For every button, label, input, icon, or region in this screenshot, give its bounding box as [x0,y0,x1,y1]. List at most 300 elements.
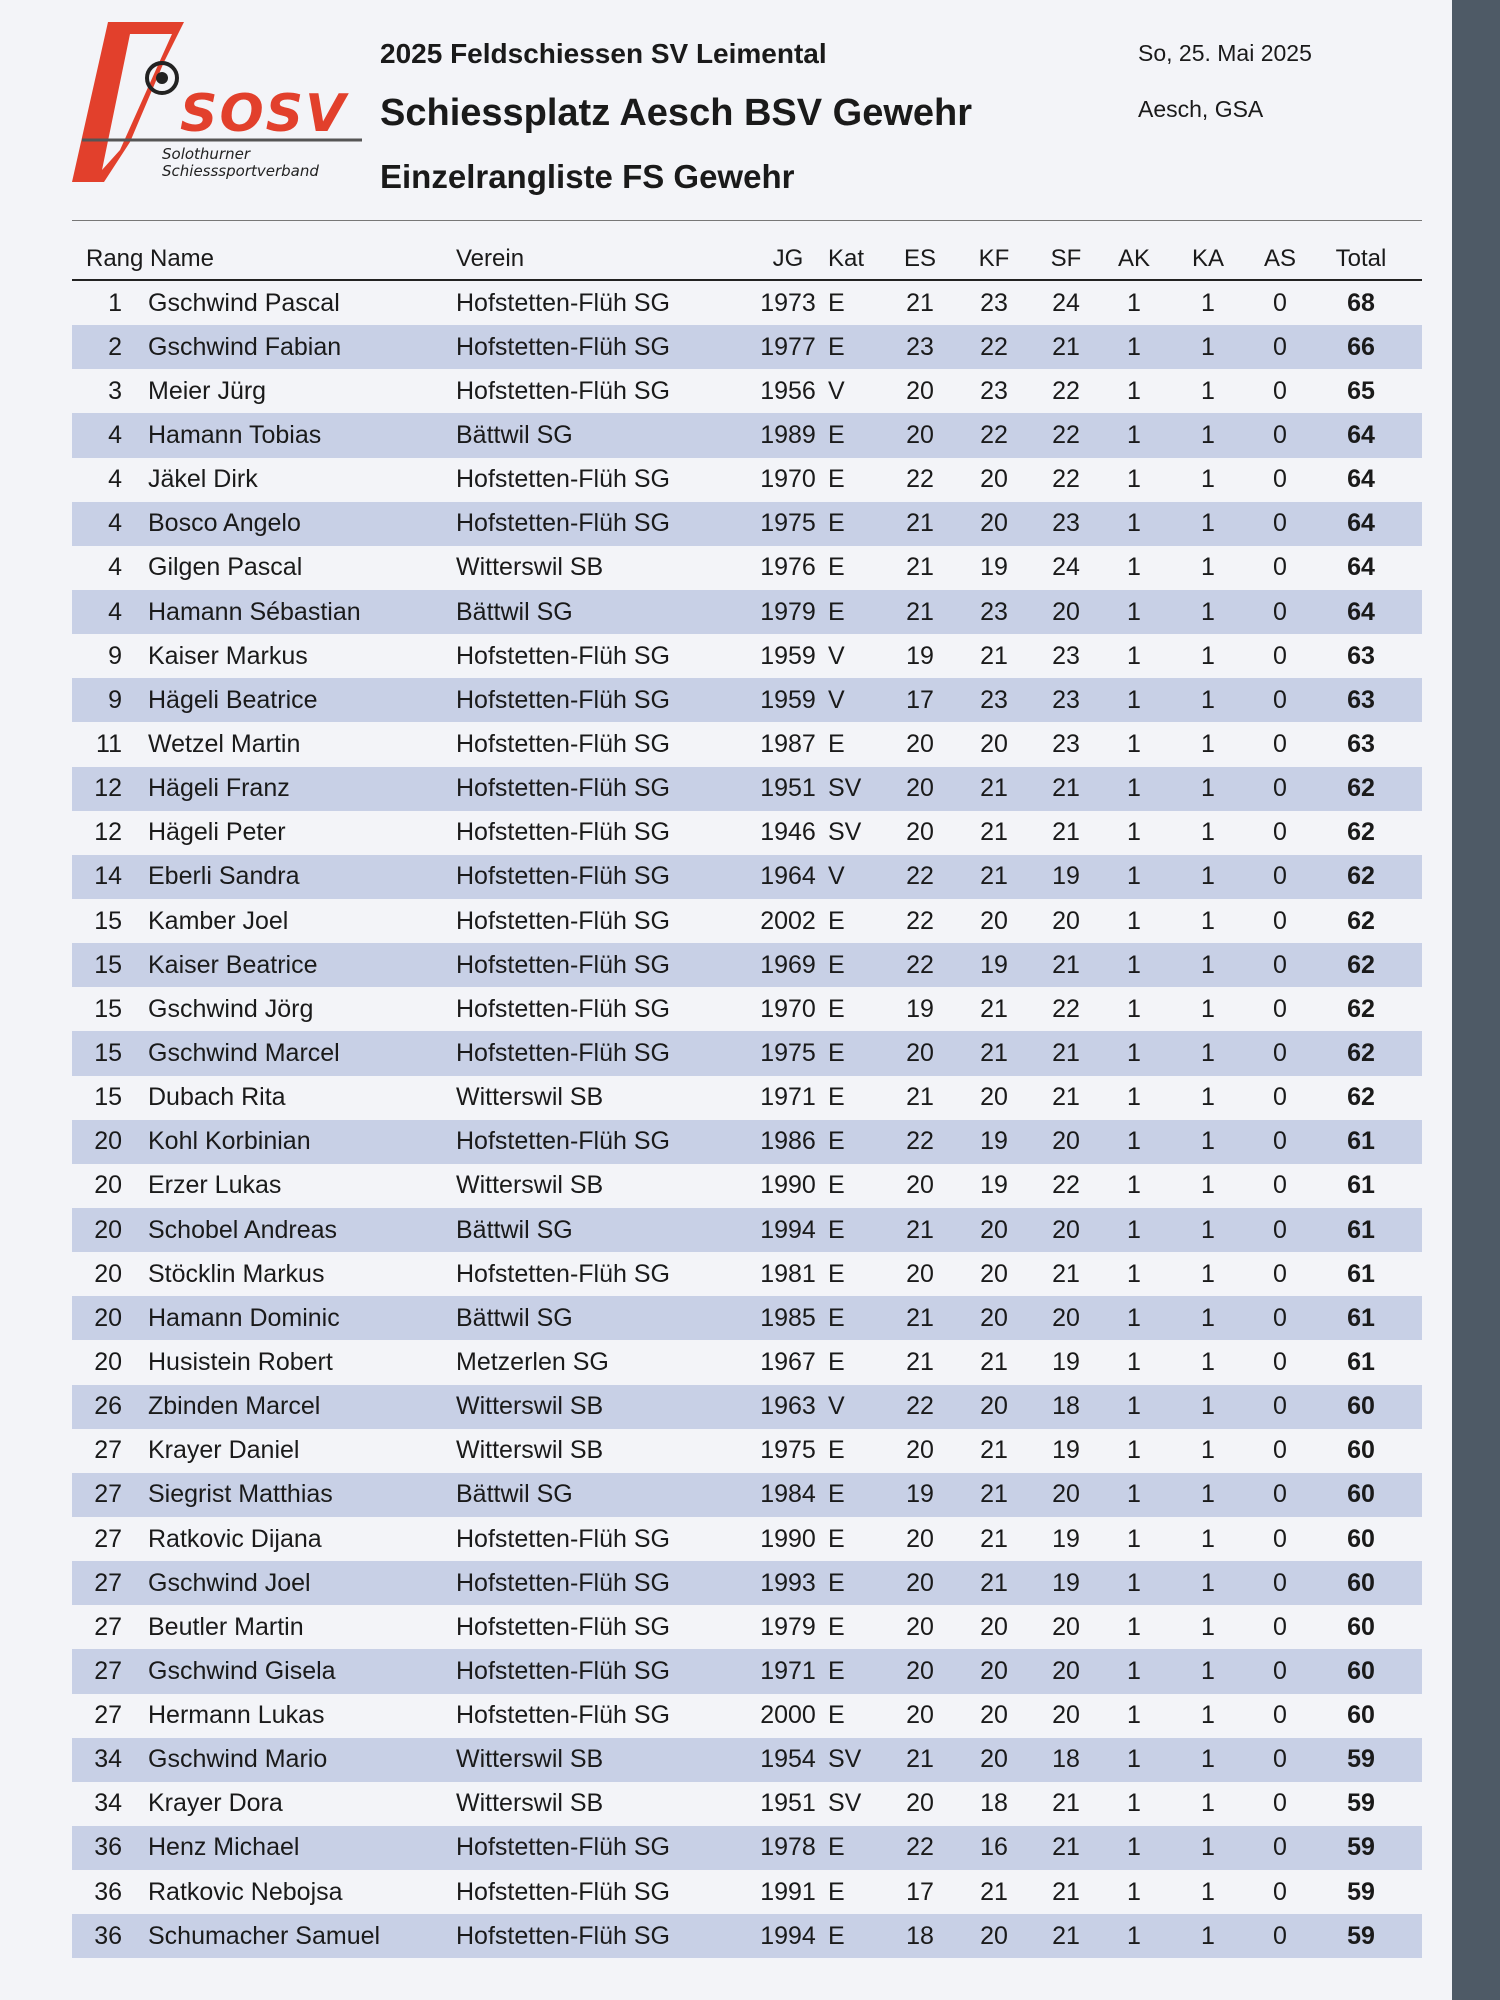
cell-kf: 20 [980,1392,1008,1421]
cell-as: 0 [1273,1612,1287,1641]
cell-rang: 27 [94,1701,122,1730]
cell-kf: 21 [980,994,1008,1023]
cell-as: 0 [1273,1656,1287,1685]
cell-es: 22 [906,950,934,979]
cell-rang: 4 [108,553,122,582]
cell-ak: 1 [1127,420,1141,449]
cell-name: Siegrist Matthias [148,1480,333,1509]
cell-es: 21 [906,288,934,317]
cell-rang: 14 [94,862,122,891]
cell-es: 20 [906,1038,934,1067]
cell-kf: 21 [980,641,1008,670]
cell-es: 21 [906,553,934,582]
cell-jg: 1951 [760,1789,816,1818]
cell-sf: 24 [1052,288,1080,317]
cell-name: Hamann Tobias [148,420,322,449]
cell-kat: E [828,1038,845,1067]
cell-rang: 9 [108,685,122,714]
cell-ak: 1 [1127,1303,1141,1332]
cell-sf: 20 [1052,1215,1080,1244]
cell-kf: 19 [980,1127,1008,1156]
cell-name: Hägeli Franz [148,774,290,803]
cell-as: 0 [1273,509,1287,538]
cell-as: 0 [1273,1436,1287,1465]
table-row [72,1605,1422,1649]
cell-jg: 1959 [760,641,816,670]
cell-total: 63 [1347,641,1375,670]
cell-kf: 22 [980,332,1008,361]
table-row [72,1031,1422,1075]
logo-brand-text: SOSV [180,84,348,144]
cell-as: 0 [1273,1083,1287,1112]
cell-kf: 20 [980,1745,1008,1774]
cell-rang: 27 [94,1480,122,1509]
cell-kf: 23 [980,597,1008,626]
cell-rang: 36 [94,1877,122,1906]
cell-jg: 1991 [760,1877,816,1906]
cell-rang: 9 [108,641,122,670]
cell-name: Husistein Robert [148,1347,333,1376]
cell-es: 21 [906,1745,934,1774]
cell-sf: 21 [1052,774,1080,803]
cell-kf: 20 [980,1701,1008,1730]
table-row [72,722,1422,766]
cell-ka: 1 [1201,818,1215,847]
cell-jg: 1978 [760,1833,816,1862]
cell-name: Gschwind Fabian [148,332,342,361]
cell-es: 20 [906,376,934,405]
cell-sf: 18 [1052,1392,1080,1421]
cell-as: 0 [1273,288,1287,317]
table-row [72,1385,1422,1429]
cell-jg: 1977 [760,332,816,361]
cell-name: Erzer Lukas [148,1171,282,1200]
event-location: Aesch, GSA [1138,96,1264,122]
ranking-table [72,220,1422,1958]
cell-rang: 36 [94,1833,122,1862]
cell-kat: E [828,1656,845,1685]
cell-ka: 1 [1201,950,1215,979]
cell-name: Dubach Rita [148,1083,286,1112]
cell-rang: 34 [94,1789,122,1818]
cell-as: 0 [1273,1303,1287,1332]
table-row [72,1340,1422,1384]
cell-rang: 27 [94,1656,122,1685]
cell-kf: 21 [980,1877,1008,1906]
cell-total: 59 [1347,1921,1375,1950]
cell-ak: 1 [1127,906,1141,935]
cell-total: 62 [1347,994,1375,1023]
col-header-rang: Rang [86,245,144,272]
cell-ak: 1 [1127,1127,1141,1156]
cell-kat: V [828,685,845,714]
cell-name: Henz Michael [148,1833,300,1862]
table-row [72,1517,1422,1561]
cell-jg: 1956 [760,376,816,405]
cell-sf: 23 [1052,509,1080,538]
cell-name: Bosco Angelo [148,509,301,538]
cell-ka: 1 [1201,1701,1215,1730]
cell-ak: 1 [1127,1171,1141,1200]
cell-sf: 19 [1052,1347,1080,1376]
cell-jg: 1975 [760,1436,816,1465]
cell-ak: 1 [1127,1038,1141,1067]
cell-ak: 1 [1127,1436,1141,1465]
cell-rang: 3 [108,376,122,405]
cell-name: Zbinden Marcel [148,1392,321,1421]
cell-name: Schobel Andreas [148,1215,338,1244]
cell-as: 0 [1273,1745,1287,1774]
cell-ak: 1 [1127,1083,1141,1112]
cell-sf: 22 [1052,1171,1080,1200]
cell-sf: 19 [1052,1436,1080,1465]
logo-subtitle-line1: Solothurner [162,145,251,163]
cell-total: 64 [1347,597,1375,626]
cell-as: 0 [1273,376,1287,405]
event-date: So, 25. Mai 2025 [1138,40,1312,66]
sosv-logo [72,22,372,187]
cell-rang: 15 [94,1038,122,1067]
cell-total: 62 [1347,950,1375,979]
cell-ka: 1 [1201,1833,1215,1862]
cell-total: 64 [1347,465,1375,494]
cell-rang: 36 [94,1921,122,1950]
table-row [72,678,1422,722]
cell-es: 21 [906,1083,934,1112]
cell-total: 66 [1347,332,1375,361]
table-row [72,767,1422,811]
col-header-name: Name [150,245,215,272]
table-row [72,1296,1422,1340]
cell-kf: 20 [980,1083,1008,1112]
cell-kf: 19 [980,950,1008,979]
cell-es: 22 [906,1127,934,1156]
cell-es: 19 [906,641,934,670]
event-title: 2025 Feldschiessen SV Leimental [380,38,827,69]
cell-es: 21 [906,1347,934,1376]
cell-ak: 1 [1127,1568,1141,1597]
cell-rang: 26 [94,1392,122,1421]
table-row [72,1429,1422,1473]
cell-kat: E [828,1701,845,1730]
cell-jg: 1979 [760,1612,816,1641]
cell-es: 21 [906,1215,934,1244]
cell-total: 62 [1347,1038,1375,1067]
cell-es: 19 [906,994,934,1023]
cell-ka: 1 [1201,376,1215,405]
cell-ak: 1 [1127,774,1141,803]
cell-sf: 21 [1052,1259,1080,1288]
cell-sf: 19 [1052,1524,1080,1553]
cell-verein: Hofstetten-Flüh SG [456,729,670,758]
cell-kat: E [828,906,845,935]
cell-kat: E [828,994,845,1023]
cell-kat: E [828,1524,845,1553]
cell-as: 0 [1273,1392,1287,1421]
cell-total: 61 [1347,1259,1375,1288]
cell-es: 20 [906,729,934,758]
cell-as: 0 [1273,1789,1287,1818]
cell-ak: 1 [1127,1701,1141,1730]
table-row [72,1120,1422,1164]
cell-total: 64 [1347,509,1375,538]
col-header-kat: Kat [828,245,865,272]
cell-rang: 4 [108,509,122,538]
cell-verein: Hofstetten-Flüh SG [456,1921,670,1950]
cell-verein: Hofstetten-Flüh SG [456,1612,670,1641]
cell-total: 61 [1347,1127,1375,1156]
cell-ka: 1 [1201,994,1215,1023]
cell-es: 23 [906,332,934,361]
table-row [72,502,1422,546]
cell-ak: 1 [1127,641,1141,670]
cell-kf: 23 [980,376,1008,405]
cell-ak: 1 [1127,1789,1141,1818]
table-row [72,855,1422,899]
table-row [72,1694,1422,1738]
cell-as: 0 [1273,1171,1287,1200]
cell-kat: E [828,553,845,582]
cell-verein: Hofstetten-Flüh SG [456,1259,670,1288]
cell-ka: 1 [1201,906,1215,935]
cell-jg: 1990 [760,1524,816,1553]
table-row [72,1870,1422,1914]
cell-total: 60 [1347,1701,1375,1730]
cell-ak: 1 [1127,1921,1141,1950]
cell-total: 62 [1347,818,1375,847]
cell-kat: V [828,641,845,670]
cell-verein: Witterswil SB [456,1392,604,1421]
cell-name: Stöcklin Markus [148,1259,325,1288]
cell-kat: E [828,1127,845,1156]
cell-jg: 1975 [760,509,816,538]
cell-total: 60 [1347,1392,1375,1421]
cell-verein: Hofstetten-Flüh SG [456,685,670,714]
cell-ka: 1 [1201,553,1215,582]
cell-as: 0 [1273,994,1287,1023]
cell-es: 20 [906,1612,934,1641]
cell-total: 59 [1347,1789,1375,1818]
cell-verein: Hofstetten-Flüh SG [456,1127,670,1156]
cell-as: 0 [1273,1921,1287,1950]
cell-verein: Metzerlen SG [456,1347,609,1376]
cell-verein: Hofstetten-Flüh SG [456,1833,670,1862]
cell-ak: 1 [1127,1612,1141,1641]
cell-es: 20 [906,1171,934,1200]
cell-kat: E [828,1612,845,1641]
cell-kat: E [828,288,845,317]
col-header-verein: Verein [456,245,525,272]
cell-kat: E [828,597,845,626]
cell-jg: 1994 [760,1921,816,1950]
cell-as: 0 [1273,729,1287,758]
cell-name: Ratkovic Dijana [148,1524,322,1553]
cell-as: 0 [1273,1347,1287,1376]
cell-name: Beutler Martin [148,1612,304,1641]
cell-name: Wetzel Martin [148,729,301,758]
cell-sf: 22 [1052,376,1080,405]
col-header-total: Total [1335,245,1387,272]
cell-ak: 1 [1127,1480,1141,1509]
cell-sf: 20 [1052,1127,1080,1156]
cell-kf: 21 [980,1480,1008,1509]
cell-verein: Hofstetten-Flüh SG [456,332,670,361]
cell-rang: 20 [94,1259,122,1288]
cell-total: 60 [1347,1524,1375,1553]
cell-ak: 1 [1127,1392,1141,1421]
cell-verein: Hofstetten-Flüh SG [456,818,670,847]
cell-ak: 1 [1127,1524,1141,1553]
cell-name: Kohl Korbinian [148,1127,311,1156]
cell-ak: 1 [1127,1833,1141,1862]
cell-jg: 1951 [760,774,816,803]
cell-sf: 19 [1052,862,1080,891]
cell-kat: E [828,1171,845,1200]
cell-name: Hamann Sébastian [148,597,361,626]
cell-ka: 1 [1201,774,1215,803]
table-row [72,811,1422,855]
cell-jg: 1984 [760,1480,816,1509]
cell-jg: 1954 [760,1745,816,1774]
cell-es: 20 [906,420,934,449]
table-row [72,634,1422,678]
cell-ka: 1 [1201,1347,1215,1376]
cell-ak: 1 [1127,376,1141,405]
cell-sf: 22 [1052,994,1080,1023]
cell-kf: 20 [980,729,1008,758]
cell-kat: E [828,1303,845,1332]
table-row [72,590,1422,634]
cell-as: 0 [1273,332,1287,361]
cell-kat: E [828,1436,845,1465]
cell-ka: 1 [1201,1789,1215,1818]
cell-as: 0 [1273,597,1287,626]
cell-jg: 1946 [760,818,816,847]
cell-sf: 20 [1052,1701,1080,1730]
cell-es: 20 [906,1656,934,1685]
cell-total: 60 [1347,1568,1375,1597]
cell-jg: 1986 [760,1127,816,1156]
venue-title: Schiessplatz Aesch BSV Gewehr [380,92,973,134]
cell-kat: E [828,465,845,494]
cell-name: Hägeli Beatrice [148,685,318,714]
cell-total: 62 [1347,774,1375,803]
cell-kat: E [828,420,845,449]
cell-rang: 12 [94,818,122,847]
cell-ka: 1 [1201,1215,1215,1244]
cell-ak: 1 [1127,509,1141,538]
table-row [72,1208,1422,1252]
cell-total: 63 [1347,685,1375,714]
cell-verein: Hofstetten-Flüh SG [456,465,670,494]
table-row [72,1076,1422,1120]
cell-es: 22 [906,1833,934,1862]
cell-sf: 24 [1052,553,1080,582]
col-header-ak: AK [1117,245,1150,272]
cell-es: 21 [906,597,934,626]
cell-jg: 1979 [760,597,816,626]
cell-es: 20 [906,818,934,847]
cell-as: 0 [1273,1038,1287,1067]
cell-as: 0 [1273,774,1287,803]
cell-rang: 27 [94,1612,122,1641]
cell-name: Hägeli Peter [148,818,286,847]
cell-name: Kamber Joel [148,906,289,935]
cell-verein: Bättwil SG [456,1480,573,1509]
cell-jg: 1981 [760,1259,816,1288]
cell-total: 60 [1347,1612,1375,1641]
table-row [72,1914,1422,1958]
cell-jg: 1959 [760,685,816,714]
cell-es: 20 [906,1524,934,1553]
cell-rang: 20 [94,1171,122,1200]
cell-sf: 21 [1052,1789,1080,1818]
cell-es: 17 [906,685,934,714]
cell-ka: 1 [1201,1171,1215,1200]
cell-es: 17 [906,1877,934,1906]
cell-sf: 21 [1052,1833,1080,1862]
cell-jg: 1994 [760,1215,816,1244]
cell-kf: 19 [980,553,1008,582]
cell-ka: 1 [1201,1745,1215,1774]
col-header-ka: KA [1191,245,1224,272]
cell-kat: E [828,509,845,538]
cell-ka: 1 [1201,1083,1215,1112]
cell-ak: 1 [1127,685,1141,714]
cell-sf: 23 [1052,685,1080,714]
cell-verein: Hofstetten-Flüh SG [456,1038,670,1067]
cell-kat: E [828,332,845,361]
cell-jg: 1971 [760,1656,816,1685]
cell-name: Gschwind Mario [148,1745,328,1774]
logo-subtitle [162,146,382,180]
table-row [72,1561,1422,1605]
cell-ka: 1 [1201,288,1215,317]
cell-as: 0 [1273,1480,1287,1509]
cell-sf: 21 [1052,1038,1080,1067]
cell-verein: Bättwil SG [456,597,573,626]
cell-ka: 1 [1201,420,1215,449]
cell-kf: 21 [980,1436,1008,1465]
cell-sf: 21 [1052,1083,1080,1112]
cell-name: Kaiser Markus [148,641,308,670]
cell-ak: 1 [1127,1347,1141,1376]
cell-as: 0 [1273,1701,1287,1730]
cell-as: 0 [1273,465,1287,494]
table-row [72,899,1422,943]
cell-verein: Bättwil SG [456,1215,573,1244]
cell-jg: 1976 [760,553,816,582]
cell-jg: 1990 [760,1171,816,1200]
cell-kf: 20 [980,1921,1008,1950]
cell-jg: 1964 [760,862,816,891]
cell-verein: Hofstetten-Flüh SG [456,376,670,405]
cell-jg: 1971 [760,1083,816,1112]
cell-sf: 23 [1052,729,1080,758]
cell-es: 21 [906,509,934,538]
table-row [72,413,1422,457]
cell-verein: Hofstetten-Flüh SG [456,862,670,891]
cell-jg: 1963 [760,1392,816,1421]
cell-rang: 1 [108,288,122,317]
table-row [72,325,1422,369]
cell-verein: Hofstetten-Flüh SG [456,288,670,317]
cell-ka: 1 [1201,685,1215,714]
cell-ka: 1 [1201,332,1215,361]
cell-ka: 1 [1201,641,1215,670]
cell-es: 20 [906,1436,934,1465]
cell-total: 59 [1347,1877,1375,1906]
